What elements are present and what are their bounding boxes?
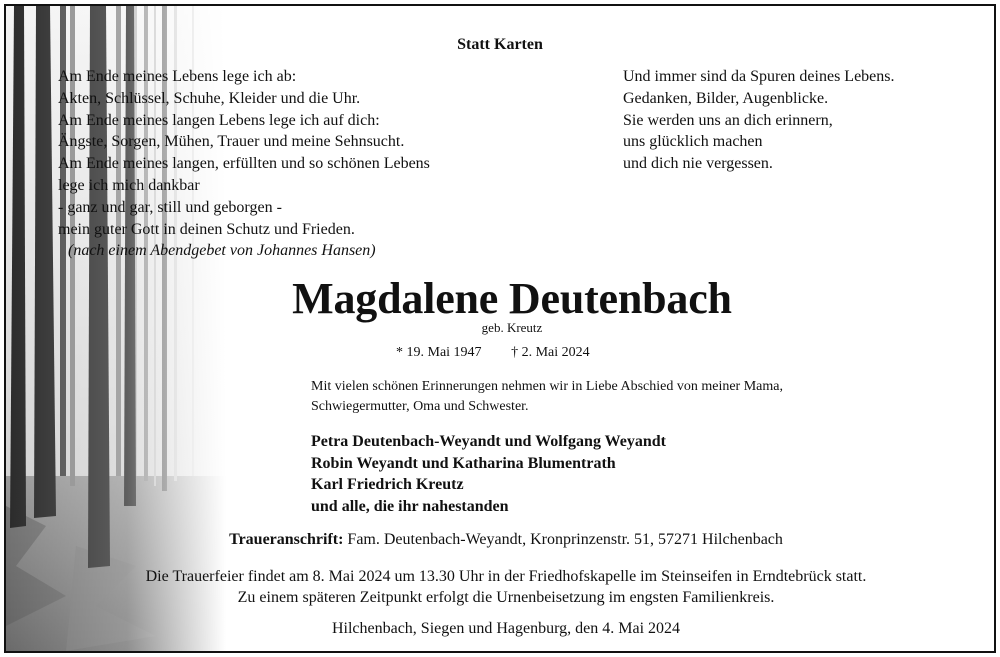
poem-line: Am Ende meines langen, erfüllten und so schönen Lebens xyxy=(58,155,430,173)
death-date: † 2. Mai 2024 xyxy=(511,345,590,360)
poem xyxy=(58,66,430,262)
address-label: Traueranschrift: xyxy=(229,531,344,548)
verse-line: Gedanken, Bilder, Augenblicke. xyxy=(623,89,829,107)
verse xyxy=(623,66,895,175)
poem-line: Am Ende meines langen Lebens lege ich auf dich: xyxy=(58,111,380,129)
service-line: Zu einem späteren Zeitpunkt erfolgt die Urnenbeisetzung im engsten Familienkreis. xyxy=(237,589,775,606)
mourner-name: Petra Deutenbach-Weyandt und Wolfgang Weyandt xyxy=(311,433,667,450)
mourner-name: und alle, die ihr nahestanden xyxy=(311,497,509,515)
poem-line: Am Ende meines Lebens lege ich ab: xyxy=(58,68,297,85)
verse-line: Sie werden uns an dich erinnern, xyxy=(623,111,833,129)
verse-line: uns glücklich machen xyxy=(623,133,763,151)
address-text: Fam. Deutenbach-Weyandt, Kronprinzenstr. 51, 57271 Hilchenbach xyxy=(347,531,783,548)
mourner-name: Robin Weyandt und Katharina Blumentrath xyxy=(311,454,616,472)
poem-source: (nach einem Abendgebet von Johannes Hansen) xyxy=(68,242,376,260)
poem-line: lege ich mich dankbar xyxy=(58,176,200,194)
poem-line: mein guter Gott in deinen Schutz und Frieden. xyxy=(58,220,355,238)
poem-line: Akten, Schlüssel, Schuhe, Kleider und die Uhr. xyxy=(58,89,361,107)
birth-date: * 19. Mai 1947 xyxy=(396,345,482,360)
mourner-name: Karl Friedrich Kreutz xyxy=(311,476,464,494)
verse-line: und dich nie vergessen. xyxy=(623,155,773,173)
farewell-line: Schwiegermutter, Oma und Schwester. xyxy=(311,399,529,414)
notice-heading: Statt Karten xyxy=(457,36,543,53)
poem-line: - ganz und gar, still und geborgen - xyxy=(58,198,282,216)
farewell-line: Mit vielen schönen Erinnerungen nehmen wir in Liebe Abschied von meiner Mama, xyxy=(311,379,783,394)
maiden-name: geb. Kreutz xyxy=(481,320,543,335)
deceased-name: Magdalene Deutenbach xyxy=(292,274,732,323)
service-line: Die Trauerfeier findet am 8. Mai 2024 um 13.30 Uhr in der Friedhofskapelle im Steinseifen in Erndtebrück statt. xyxy=(145,568,867,585)
poem-line: Ängste, Sorgen, Mühen, Trauer und meine Sehnsucht. xyxy=(58,133,405,151)
mourning-address xyxy=(6,531,996,549)
life-dates xyxy=(396,345,590,361)
place-date-line: Hilchenbach, Siegen und Hagenburg, den 4. Mai 2024 xyxy=(331,620,681,637)
notice-frame xyxy=(4,4,996,653)
mourners-list xyxy=(311,431,666,517)
service-info xyxy=(6,566,996,608)
verse-line: Und immer sind da Spuren deines Lebens. xyxy=(623,68,895,85)
farewell-text xyxy=(311,377,783,417)
